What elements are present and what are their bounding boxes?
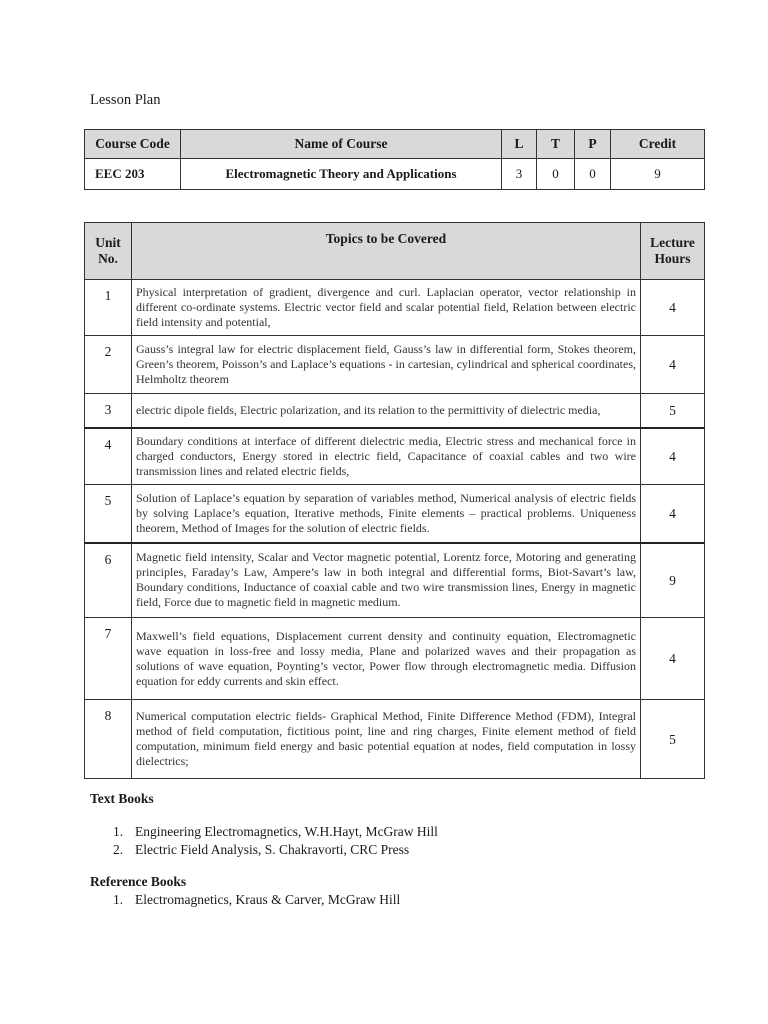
course-name-value: Electromagnetic Theory and Applications <box>181 159 502 190</box>
list-number: 1. <box>113 824 124 839</box>
credit-value: 9 <box>611 159 705 190</box>
unit-topics: electric dipole fields, Electric polarization, and its relation to the permittivity of dielectric media, <box>132 394 641 428</box>
book-title: Engineering Electromagnetics, W.H.Hayt, McGraw Hill <box>135 824 438 839</box>
lecture-hours: 4 <box>641 618 705 700</box>
unit-number: 8 <box>85 700 132 779</box>
topics-table <box>84 222 705 779</box>
header-lecture-hours <box>641 223 705 280</box>
unit-topics: Physical interpretation of gradient, divergence and curl. Laplacian operator, vector relationship in different co-ordinate systems. Electric vector field and scalar potential field, Relation between electric field intensity and potential, <box>132 280 641 336</box>
header-unit-no <box>85 223 132 280</box>
course-table-row <box>85 159 705 190</box>
header-unit-line2: No. <box>98 251 118 266</box>
header-course-code: Course Code <box>85 130 181 159</box>
list-number: 2. <box>113 842 124 857</box>
unit-topics: Maxwell’s field equations, Displacement current density and continuity equation, Electromagnetic wave equation in loss-free and lossy media, Plane and polarized waves and their propagation as solutions of wave equation, Poynting’s vector, Power flow through electromagnetic media. Diffusion equation for eddy currents and skin effect. <box>132 618 641 700</box>
header-p: P <box>575 130 611 159</box>
unit-number: 5 <box>85 485 132 543</box>
lecture-hours: 4 <box>641 485 705 543</box>
l-value: 3 <box>502 159 537 190</box>
header-l: L <box>502 130 537 159</box>
text-books-list <box>113 823 438 859</box>
unit-number: 1 <box>85 280 132 336</box>
unit-number: 4 <box>85 428 132 485</box>
header-hours-line1: Lecture <box>650 235 695 250</box>
unit-topics: Gauss’s integral law for electric displacement field, Gauss’s law in differential form, Stokes theorem, Green’s theorem, Poisson’s and Laplace’s equations - in cartesian, cylindrical and spherical coordinates, Helmholtz theorem <box>132 336 641 394</box>
table-row <box>85 700 705 779</box>
page-title: Lesson Plan <box>90 92 161 108</box>
unit-number: 2 <box>85 336 132 394</box>
t-value: 0 <box>537 159 575 190</box>
reference-books-heading: Reference Books <box>90 874 187 889</box>
unit-number: 3 <box>85 394 132 428</box>
list-item <box>113 823 438 841</box>
lecture-hours: 4 <box>641 428 705 485</box>
book-title: Electric Field Analysis, S. Chakravorti, CRC Press <box>135 842 410 857</box>
table-row <box>85 428 705 485</box>
table-row <box>85 543 705 618</box>
course-info-table <box>84 129 705 190</box>
lecture-hours: 5 <box>641 700 705 779</box>
p-value: 0 <box>575 159 611 190</box>
list-item <box>113 891 400 909</box>
header-credit: Credit <box>611 130 705 159</box>
lecture-hours: 4 <box>641 336 705 394</box>
header-unit-line1: Unit <box>95 235 121 250</box>
lecture-hours: 5 <box>641 394 705 428</box>
course-code-value: EEC 203 <box>85 159 181 190</box>
course-table-header-row <box>85 130 705 159</box>
table-row <box>85 485 705 543</box>
unit-topics: Numerical computation electric fields- Graphical Method, Finite Difference Method (FDM), Integral method of field computation, fictitious point, line and ring charges, Finite element method of field computation, minimum field energy and basic potential equation at nodes, field computation in lossy dielectrics; <box>132 700 641 779</box>
header-t: T <box>537 130 575 159</box>
unit-number: 6 <box>85 543 132 618</box>
table-row <box>85 280 705 336</box>
header-topics: Topics to be Covered <box>132 223 641 280</box>
header-name-of-course: Name of Course <box>181 130 502 159</box>
list-item <box>113 841 438 859</box>
table-row <box>85 394 705 428</box>
lecture-hours: 9 <box>641 543 705 618</box>
lecture-hours: 4 <box>641 280 705 336</box>
unit-topics: Boundary conditions at interface of different dielectric media, Electric stress and mechanical force in charged conductors, Energy stored in electric field, Capacitance of coaxial cables and two wire transmission lines and related electric fields, <box>132 428 641 485</box>
book-title: Electromagnetics, Kraus & Carver, McGraw Hill <box>135 892 401 907</box>
unit-number: 7 <box>85 618 132 700</box>
header-hours-line2: Hours <box>654 251 691 266</box>
text-books-heading: Text Books <box>90 791 154 806</box>
table-row <box>85 336 705 394</box>
unit-topics: Magnetic field intensity, Scalar and Vector magnetic potential, Lorentz force, Motoring and generating principles, Faraday’s Law, Ampere’s law in both integral and differential forms, Biot-Savart’s law, Boundary conditions, Inductance of coaxial cable and two wire transmission lines, Energy in magnetic field, Force due to magnetic field in magnetic medium. <box>132 543 641 618</box>
unit-topics: Solution of Laplace’s equation by separation of variables method, Numerical analysis of electric fields by solving Laplace’s equation, Iterative methods, Finite elements – practical problems. Uniqueness theorem, Method of Images for the solution of electric fields. <box>132 485 641 543</box>
list-number: 1. <box>113 892 124 907</box>
table-row <box>85 618 705 700</box>
reference-books-list <box>113 891 400 909</box>
topics-table-header-row <box>85 223 705 280</box>
